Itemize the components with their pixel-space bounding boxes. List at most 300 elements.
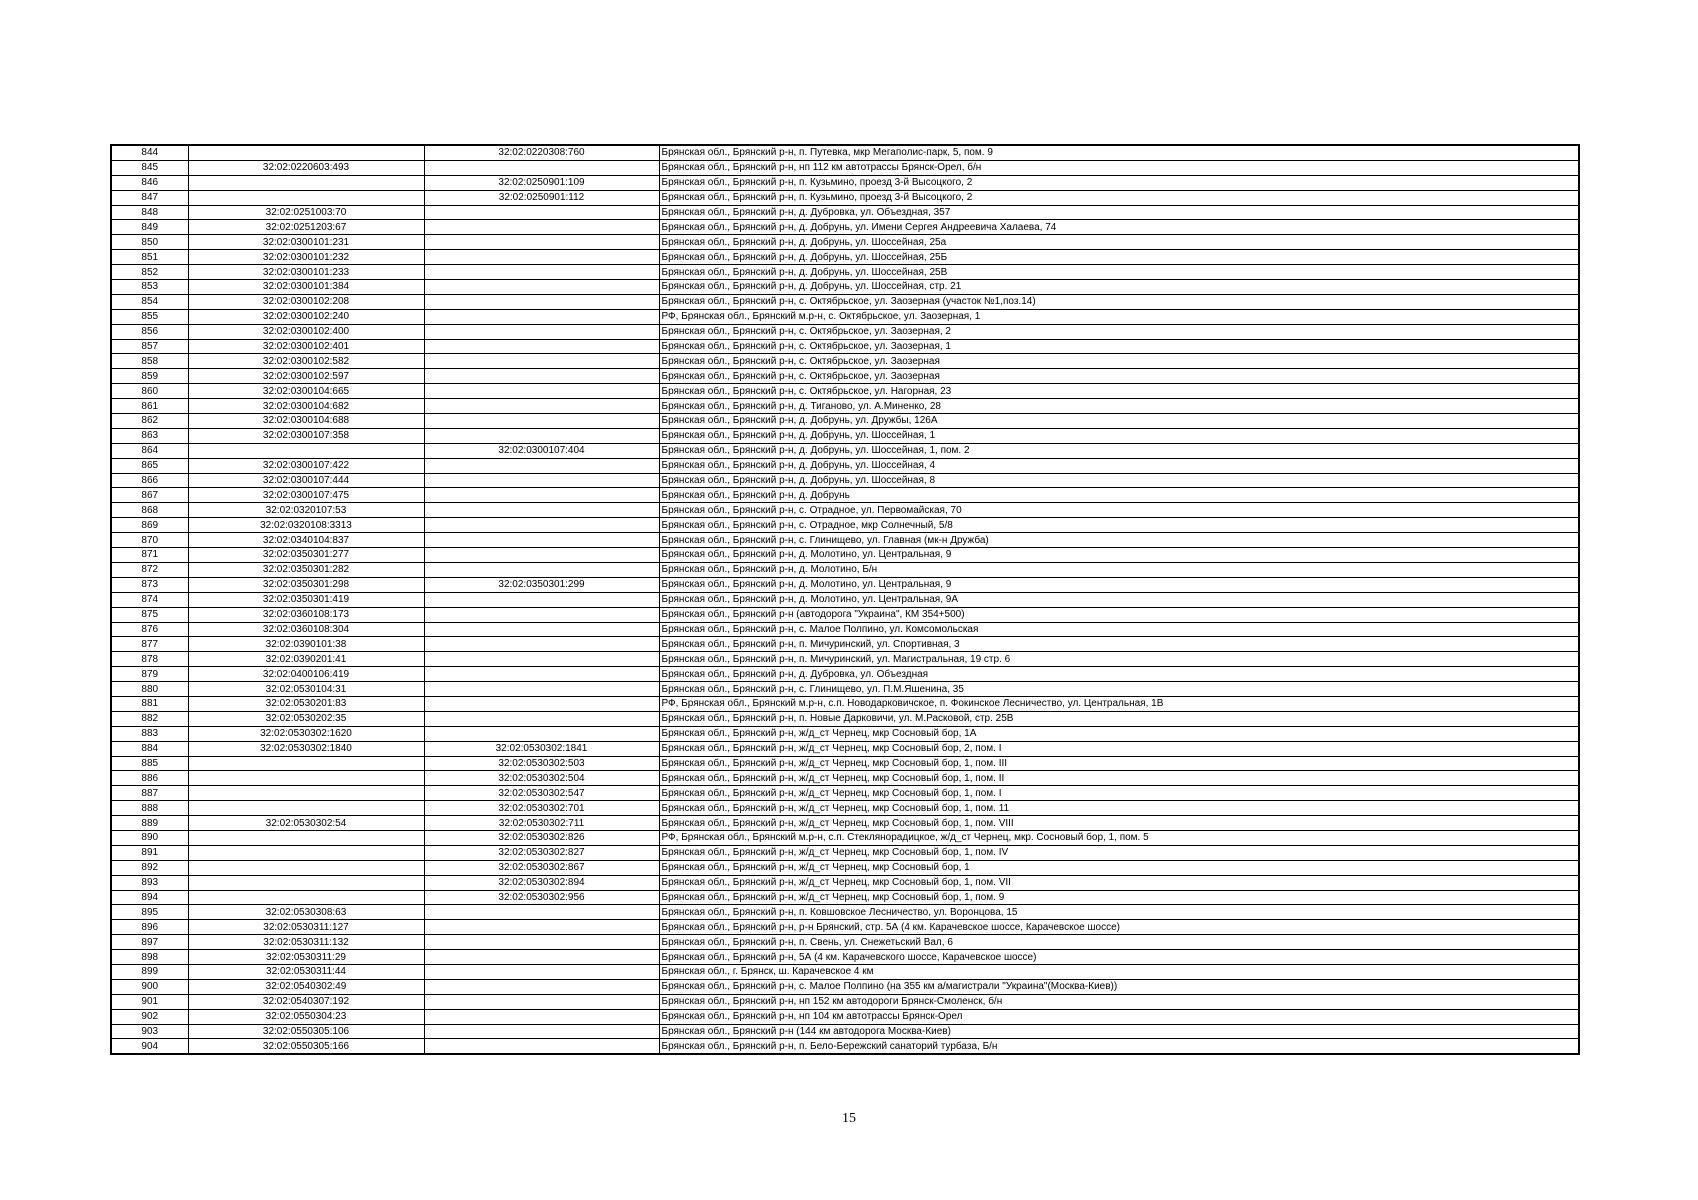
related-cadastral-number-cell: 32:02:0530302:503 bbox=[424, 756, 659, 771]
related-cadastral-number-cell: 32:02:0530302:867 bbox=[424, 860, 659, 875]
row-number-cell: 855 bbox=[111, 309, 188, 324]
table-row bbox=[111, 280, 1579, 295]
address-cell: Брянская обл., Брянский р-н, ж/д_ст Чернец, мкр Сосновый бор, 2, пом. I bbox=[659, 741, 1579, 756]
address-cell: Брянская обл., Брянский р-н, с. Октябрьское, ул. Заозерная, 1 bbox=[659, 339, 1579, 354]
related-cadastral-number-cell bbox=[424, 309, 659, 324]
related-cadastral-number-cell: 32:02:0300107:404 bbox=[424, 443, 659, 458]
cadastral-number-cell: 32:02:0390101:38 bbox=[188, 637, 424, 652]
cadastral-number-cell: 32:02:0300101:233 bbox=[188, 265, 424, 280]
address-cell: РФ, Брянская обл., Брянский м.р-н, с. Октябрьское, ул. Заозерная, 1 bbox=[659, 309, 1579, 324]
table-row bbox=[111, 860, 1579, 875]
table-row bbox=[111, 711, 1579, 726]
address-cell: Брянская обл., Брянский р-н, нп 152 км автодороги Брянск-Смоленск, б/н bbox=[659, 994, 1579, 1009]
related-cadastral-number-cell bbox=[424, 414, 659, 429]
address-cell: Брянская обл., Брянский р-н, ж/д_ст Чернец, мкр Сосновый бор, 1, пом. VII bbox=[659, 875, 1579, 890]
table-row bbox=[111, 354, 1579, 369]
address-cell: Брянская обл., Брянский р-н, с. Малое Полпино (на 355 км а/магистрали "Украина"(Москва-Киев)) bbox=[659, 979, 1579, 994]
table-row bbox=[111, 741, 1579, 756]
cadastral-number-cell bbox=[188, 875, 424, 890]
address-cell: Брянская обл., Брянский р-н, д. Добрунь, ул. Имени Сергея Андреевича Халаева, 74 bbox=[659, 220, 1579, 235]
table-row bbox=[111, 414, 1579, 429]
related-cadastral-number-cell bbox=[424, 265, 659, 280]
related-cadastral-number-cell bbox=[424, 473, 659, 488]
cadastral-number-cell: 32:02:0220603:493 bbox=[188, 160, 424, 175]
row-number-cell: 879 bbox=[111, 667, 188, 682]
cadastral-number-cell bbox=[188, 443, 424, 458]
related-cadastral-number-cell bbox=[424, 1024, 659, 1039]
cadastral-number-cell bbox=[188, 786, 424, 801]
address-cell: Брянская обл., Брянский р-н, ж/д_ст Чернец, мкр Сосновый бор, 1, пом. VIII bbox=[659, 816, 1579, 831]
cadastral-number-cell: 32:02:0540302:49 bbox=[188, 979, 424, 994]
related-cadastral-number-cell bbox=[424, 548, 659, 563]
row-number-cell: 885 bbox=[111, 756, 188, 771]
address-cell: Брянская обл., Брянский р-н, д. Молотино, ул. Центральная, 9 bbox=[659, 548, 1579, 563]
related-cadastral-number-cell bbox=[424, 324, 659, 339]
row-number-cell: 874 bbox=[111, 592, 188, 607]
cadastral-number-cell: 32:02:0360108:173 bbox=[188, 607, 424, 622]
related-cadastral-number-cell bbox=[424, 935, 659, 950]
address-cell: Брянская обл., Брянский р-н, п. Кузьмино, проезд 3-й Высоцкого, 2 bbox=[659, 190, 1579, 205]
row-number-cell: 884 bbox=[111, 741, 188, 756]
related-cadastral-number-cell: 32:02:0350301:299 bbox=[424, 577, 659, 592]
table-row bbox=[111, 548, 1579, 563]
table-row bbox=[111, 488, 1579, 503]
table-row bbox=[111, 339, 1579, 354]
cadastral-number-cell: 32:02:0530104:31 bbox=[188, 682, 424, 697]
related-cadastral-number-cell: 32:02:0530302:504 bbox=[424, 771, 659, 786]
address-cell: Брянская обл., Брянский р-н, д. Дубровка, ул. Объездная bbox=[659, 667, 1579, 682]
table-row bbox=[111, 682, 1579, 697]
row-number-cell: 878 bbox=[111, 652, 188, 667]
table-row bbox=[111, 979, 1579, 994]
table-row bbox=[111, 830, 1579, 845]
address-cell: Брянская обл., Брянский р-н, п. Мичуринский, ул. Магистральная, 19 стр. 6 bbox=[659, 652, 1579, 667]
cadastral-number-cell: 32:02:0350301:419 bbox=[188, 592, 424, 607]
row-number-cell: 869 bbox=[111, 518, 188, 533]
address-cell: Брянская обл., Брянский р-н, д. Молотино, Б/н bbox=[659, 562, 1579, 577]
row-number-cell: 872 bbox=[111, 562, 188, 577]
related-cadastral-number-cell bbox=[424, 562, 659, 577]
related-cadastral-number-cell bbox=[424, 905, 659, 920]
related-cadastral-number-cell bbox=[424, 533, 659, 548]
table-row bbox=[111, 533, 1579, 548]
address-cell: Брянская обл., Брянский р-н, нп 104 км автотрассы Брянск-Орел bbox=[659, 1009, 1579, 1024]
address-cell: Брянская обл., Брянский р-н (автодорога "Украина", КМ 354+500) bbox=[659, 607, 1579, 622]
row-number-cell: 850 bbox=[111, 235, 188, 250]
table-row bbox=[111, 1024, 1579, 1039]
table-row bbox=[111, 145, 1579, 160]
row-number-cell: 849 bbox=[111, 220, 188, 235]
address-cell: Брянская обл., Брянский р-н, п. Мичуринский, ул. Спортивная, 3 bbox=[659, 637, 1579, 652]
row-number-cell: 898 bbox=[111, 950, 188, 965]
cadastral-number-cell: 32:02:0540307:192 bbox=[188, 994, 424, 1009]
related-cadastral-number-cell bbox=[424, 726, 659, 741]
row-number-cell: 891 bbox=[111, 845, 188, 860]
table-row bbox=[111, 801, 1579, 816]
cadastral-number-cell bbox=[188, 771, 424, 786]
row-number-cell: 888 bbox=[111, 801, 188, 816]
address-cell: Брянская обл., Брянский р-н (144 км автодорога Москва-Киев) bbox=[659, 1024, 1579, 1039]
row-number-cell: 851 bbox=[111, 250, 188, 265]
address-cell: Брянская обл., Брянский р-н, ж/д_ст Чернец, мкр Сосновый бор, 1, пом. IV bbox=[659, 845, 1579, 860]
cadastral-number-cell: 32:02:0300102:400 bbox=[188, 324, 424, 339]
row-number-cell: 847 bbox=[111, 190, 188, 205]
table-row bbox=[111, 175, 1579, 190]
cadastral-number-cell: 32:02:0340104:837 bbox=[188, 533, 424, 548]
related-cadastral-number-cell bbox=[424, 682, 659, 697]
table-row bbox=[111, 324, 1579, 339]
row-number-cell: 882 bbox=[111, 711, 188, 726]
table-row bbox=[111, 890, 1579, 905]
row-number-cell: 875 bbox=[111, 607, 188, 622]
cadastral-number-cell: 32:02:0530308:63 bbox=[188, 905, 424, 920]
cadastral-number-cell: 32:02:0320107:53 bbox=[188, 503, 424, 518]
row-number-cell: 852 bbox=[111, 265, 188, 280]
cadastral-number-cell: 32:02:0300107:358 bbox=[188, 428, 424, 443]
row-number-cell: 896 bbox=[111, 920, 188, 935]
cadastral-number-cell bbox=[188, 890, 424, 905]
table-row bbox=[111, 607, 1579, 622]
cadastral-number-cell bbox=[188, 190, 424, 205]
address-cell: Брянская обл., Брянский р-н, д. Тиганово, ул. А.Миненко, 28 bbox=[659, 399, 1579, 414]
row-number-cell: 901 bbox=[111, 994, 188, 1009]
table-row bbox=[111, 443, 1579, 458]
cadastral-number-cell: 32:02:0350301:277 bbox=[188, 548, 424, 563]
related-cadastral-number-cell: 32:02:0530302:894 bbox=[424, 875, 659, 890]
row-number-cell: 902 bbox=[111, 1009, 188, 1024]
table-row bbox=[111, 428, 1579, 443]
row-number-cell: 886 bbox=[111, 771, 188, 786]
address-cell: Брянская обл., Брянский р-н, с. Глинищево, ул. Главная (мк-н Дружба) bbox=[659, 533, 1579, 548]
table-row bbox=[111, 1009, 1579, 1024]
cadastral-number-cell: 32:02:0350301:282 bbox=[188, 562, 424, 577]
table-row bbox=[111, 205, 1579, 220]
table-row bbox=[111, 637, 1579, 652]
row-number-cell: 873 bbox=[111, 577, 188, 592]
cadastral-number-cell bbox=[188, 801, 424, 816]
related-cadastral-number-cell bbox=[424, 220, 659, 235]
row-number-cell: 877 bbox=[111, 637, 188, 652]
related-cadastral-number-cell bbox=[424, 354, 659, 369]
table-row bbox=[111, 190, 1579, 205]
related-cadastral-number-cell bbox=[424, 592, 659, 607]
related-cadastral-number-cell bbox=[424, 964, 659, 979]
row-number-cell: 870 bbox=[111, 533, 188, 548]
row-number-cell: 894 bbox=[111, 890, 188, 905]
cadastral-number-cell: 32:02:0550305:106 bbox=[188, 1024, 424, 1039]
table-row bbox=[111, 220, 1579, 235]
address-cell: Брянская обл., Брянский р-н, с. Малое Полпино, ул. Комсомольская bbox=[659, 622, 1579, 637]
address-cell: Брянская обл., Брянский р-н, с. Октябрьское, ул. Заозерная bbox=[659, 369, 1579, 384]
address-cell: Брянская обл., Брянский р-н, с. Октябрьское, ул. Заозерная (участок №1,поз.14) bbox=[659, 294, 1579, 309]
cadastral-number-cell: 32:02:0400106:419 bbox=[188, 667, 424, 682]
row-number-cell: 867 bbox=[111, 488, 188, 503]
row-number-cell: 865 bbox=[111, 458, 188, 473]
address-cell: Брянская обл., Брянский р-н, д. Молотино, ул. Центральная, 9А bbox=[659, 592, 1579, 607]
table-row bbox=[111, 786, 1579, 801]
row-number-cell: 856 bbox=[111, 324, 188, 339]
row-number-cell: 853 bbox=[111, 280, 188, 295]
address-cell: Брянская обл., Брянский р-н, д. Добрунь, ул. Шоссейная, 1 bbox=[659, 428, 1579, 443]
table-row bbox=[111, 592, 1579, 607]
related-cadastral-number-cell bbox=[424, 1039, 659, 1054]
row-number-cell: 863 bbox=[111, 428, 188, 443]
cadastral-number-cell: 32:02:0300101:384 bbox=[188, 280, 424, 295]
address-cell: Брянская обл., Брянский р-н, д. Добрунь bbox=[659, 488, 1579, 503]
address-cell: Брянская обл., Брянский р-н, д. Добрунь, ул. Шоссейная, 8 bbox=[659, 473, 1579, 488]
cadastral-number-cell: 32:02:0251003:70 bbox=[188, 205, 424, 220]
address-cell: Брянская обл., Брянский р-н, п. Кузьмино, проезд 3-й Высоцкого, 2 bbox=[659, 175, 1579, 190]
row-number-cell: 860 bbox=[111, 384, 188, 399]
row-number-cell: 868 bbox=[111, 503, 188, 518]
row-number-cell: 904 bbox=[111, 1039, 188, 1054]
row-number-cell: 845 bbox=[111, 160, 188, 175]
row-number-cell: 861 bbox=[111, 399, 188, 414]
cadastral-number-cell bbox=[188, 145, 424, 160]
cadastral-number-cell: 32:02:0550305:166 bbox=[188, 1039, 424, 1054]
address-cell: Брянская обл., Брянский р-н, ж/д_ст Чернец, мкр Сосновый бор, 1, пом. 11 bbox=[659, 801, 1579, 816]
related-cadastral-number-cell bbox=[424, 637, 659, 652]
address-cell: Брянская обл., Брянский р-н, ж/д_ст Чернец, мкр Сосновый бор, 1А bbox=[659, 726, 1579, 741]
table-row bbox=[111, 577, 1579, 592]
table-row bbox=[111, 935, 1579, 950]
row-number-cell: 889 bbox=[111, 816, 188, 831]
cadastral-number-cell bbox=[188, 845, 424, 860]
table-row bbox=[111, 920, 1579, 935]
address-cell: Брянская обл., Брянский р-н, с. Октябрьское, ул. Заозерная bbox=[659, 354, 1579, 369]
table-row bbox=[111, 562, 1579, 577]
cadastral-number-cell: 32:02:0300102:401 bbox=[188, 339, 424, 354]
related-cadastral-number-cell bbox=[424, 250, 659, 265]
address-cell: Брянская обл., Брянский р-н, с. Октябрьское, ул. Нагорная, 23 bbox=[659, 384, 1579, 399]
cadastral-number-cell: 32:02:0300101:231 bbox=[188, 235, 424, 250]
related-cadastral-number-cell: 32:02:0250901:112 bbox=[424, 190, 659, 205]
address-cell: Брянская обл., Брянский р-н, с. Отрадное, мкр Солнечный, 5/8 bbox=[659, 518, 1579, 533]
row-number-cell: 887 bbox=[111, 786, 188, 801]
table-row bbox=[111, 369, 1579, 384]
table-row bbox=[111, 950, 1579, 965]
address-cell: РФ, Брянская обл., Брянский м.р-н, с.п. Стеклянорадицкое, ж/д_ст Чернец, мкр. Сосновый бор, 1, пом. 5 bbox=[659, 830, 1579, 845]
row-number-cell: 871 bbox=[111, 548, 188, 563]
table-row bbox=[111, 696, 1579, 711]
cadastral-number-cell bbox=[188, 175, 424, 190]
address-cell: Брянская обл., Брянский р-н, п. Бело-Бережский санаторий турбаза, Б/н bbox=[659, 1039, 1579, 1054]
row-number-cell: 883 bbox=[111, 726, 188, 741]
address-cell: Брянская обл., Брянский р-н, д. Добрунь, ул. Дружбы, 126А bbox=[659, 414, 1579, 429]
cadastral-number-cell: 32:02:0300102:582 bbox=[188, 354, 424, 369]
related-cadastral-number-cell bbox=[424, 399, 659, 414]
table-row bbox=[111, 518, 1579, 533]
cadastral-number-cell: 32:02:0300107:475 bbox=[188, 488, 424, 503]
related-cadastral-number-cell bbox=[424, 1009, 659, 1024]
table-row bbox=[111, 622, 1579, 637]
cadastral-number-cell: 32:02:0300104:682 bbox=[188, 399, 424, 414]
related-cadastral-number-cell bbox=[424, 235, 659, 250]
related-cadastral-number-cell bbox=[424, 503, 659, 518]
address-cell: Брянская обл., Брянский р-н, д. Добрунь, ул. Шоссейная, 25Б bbox=[659, 250, 1579, 265]
related-cadastral-number-cell bbox=[424, 667, 659, 682]
related-cadastral-number-cell: 32:02:0220308:760 bbox=[424, 145, 659, 160]
table-row bbox=[111, 964, 1579, 979]
cadastral-number-cell: 32:02:0530202:35 bbox=[188, 711, 424, 726]
cadastral-number-cell: 32:02:0300101:232 bbox=[188, 250, 424, 265]
address-cell: Брянская обл., Брянский р-н, ж/д_ст Чернец, мкр Сосновый бор, 1, пом. I bbox=[659, 786, 1579, 801]
address-cell: Брянская обл., Брянский р-н, п. Путевка, мкр Мегаполис-парк, 5, пом. 9 bbox=[659, 145, 1579, 160]
address-cell: Брянская обл., Брянский р-н, п. Новые Дарковичи, ул. М.Расковой, стр. 25В bbox=[659, 711, 1579, 726]
related-cadastral-number-cell bbox=[424, 488, 659, 503]
related-cadastral-number-cell bbox=[424, 607, 659, 622]
address-cell: Брянская обл., Брянский р-н, п. Ковшовское Лесничество, ул. Воронцова, 15 bbox=[659, 905, 1579, 920]
related-cadastral-number-cell: 32:02:0530302:547 bbox=[424, 786, 659, 801]
cadastral-number-cell: 32:02:0530311:127 bbox=[188, 920, 424, 935]
cadastral-number-cell: 32:02:0530302:54 bbox=[188, 816, 424, 831]
table-row bbox=[111, 652, 1579, 667]
table-row bbox=[111, 756, 1579, 771]
related-cadastral-number-cell: 32:02:0530302:827 bbox=[424, 845, 659, 860]
row-number-cell: 844 bbox=[111, 145, 188, 160]
cadastral-number-cell: 32:02:0390201:41 bbox=[188, 652, 424, 667]
address-cell: Брянская обл., г. Брянск, ш. Карачевское 4 км bbox=[659, 964, 1579, 979]
table-row bbox=[111, 1039, 1579, 1054]
cadastral-number-cell: 32:02:0530302:1620 bbox=[188, 726, 424, 741]
cadastral-number-cell: 32:02:0530302:1840 bbox=[188, 741, 424, 756]
related-cadastral-number-cell: 32:02:0250901:109 bbox=[424, 175, 659, 190]
related-cadastral-number-cell bbox=[424, 518, 659, 533]
address-cell: Брянская обл., Брянский р-н, д. Добрунь, ул. Шоссейная, 25В bbox=[659, 265, 1579, 280]
cadastral-number-cell: 32:02:0320108:3313 bbox=[188, 518, 424, 533]
address-cell: Брянская обл., Брянский р-н, п. Свень, ул. Снежетьский Вал, 6 bbox=[659, 935, 1579, 950]
table-row bbox=[111, 667, 1579, 682]
related-cadastral-number-cell bbox=[424, 339, 659, 354]
table-row bbox=[111, 994, 1579, 1009]
page-number: 15 bbox=[842, 1111, 856, 1126]
related-cadastral-number-cell bbox=[424, 622, 659, 637]
table-row bbox=[111, 726, 1579, 741]
cadastral-number-cell: 32:02:0530201:83 bbox=[188, 696, 424, 711]
address-cell: Брянская обл., Брянский р-н, 5А (4 км. Карачевского шоссе, Карачевское шоссе) bbox=[659, 950, 1579, 965]
property-table-body bbox=[111, 145, 1579, 1054]
related-cadastral-number-cell: 32:02:0530302:826 bbox=[424, 830, 659, 845]
related-cadastral-number-cell bbox=[424, 994, 659, 1009]
cadastral-number-cell: 32:02:0300104:665 bbox=[188, 384, 424, 399]
row-number-cell: 846 bbox=[111, 175, 188, 190]
property-table bbox=[110, 144, 1580, 1055]
table-row bbox=[111, 503, 1579, 518]
address-cell: Брянская обл., Брянский р-н, нп 112 км автотрассы Брянск-Орел, б/н bbox=[659, 160, 1579, 175]
related-cadastral-number-cell: 32:02:0530302:711 bbox=[424, 816, 659, 831]
cadastral-number-cell: 32:02:0300102:240 bbox=[188, 309, 424, 324]
row-number-cell: 897 bbox=[111, 935, 188, 950]
address-cell: Брянская обл., Брянский р-н, д. Дубровка, ул. Объездная, 357 bbox=[659, 205, 1579, 220]
related-cadastral-number-cell bbox=[424, 696, 659, 711]
address-cell: Брянская обл., Брянский р-н, д. Добрунь, ул. Шоссейная, 1, пом. 2 bbox=[659, 443, 1579, 458]
related-cadastral-number-cell: 32:02:0530302:956 bbox=[424, 890, 659, 905]
row-number-cell: 864 bbox=[111, 443, 188, 458]
address-cell: Брянская обл., Брянский р-н, ж/д_ст Чернец, мкр Сосновый бор, 1, пом. 9 bbox=[659, 890, 1579, 905]
cadastral-number-cell: 32:02:0251203:67 bbox=[188, 220, 424, 235]
cadastral-number-cell: 32:02:0530311:44 bbox=[188, 964, 424, 979]
related-cadastral-number-cell bbox=[424, 711, 659, 726]
related-cadastral-number-cell bbox=[424, 652, 659, 667]
address-cell: Брянская обл., Брянский р-н, д. Добрунь, ул. Шоссейная, 25а bbox=[659, 235, 1579, 250]
row-number-cell: 895 bbox=[111, 905, 188, 920]
row-number-cell: 848 bbox=[111, 205, 188, 220]
address-cell: Брянская обл., Брянский р-н, с. Отрадное, ул. Первомайская, 70 bbox=[659, 503, 1579, 518]
table-row bbox=[111, 265, 1579, 280]
cadastral-number-cell: 32:02:0550304:23 bbox=[188, 1009, 424, 1024]
cadastral-number-cell: 32:02:0300107:444 bbox=[188, 473, 424, 488]
related-cadastral-number-cell bbox=[424, 920, 659, 935]
cadastral-number-cell bbox=[188, 860, 424, 875]
row-number-cell: 862 bbox=[111, 414, 188, 429]
related-cadastral-number-cell bbox=[424, 950, 659, 965]
related-cadastral-number-cell bbox=[424, 280, 659, 295]
row-number-cell: 892 bbox=[111, 860, 188, 875]
cadastral-number-cell bbox=[188, 756, 424, 771]
cadastral-number-cell: 32:02:0350301:298 bbox=[188, 577, 424, 592]
table-row bbox=[111, 294, 1579, 309]
row-number-cell: 881 bbox=[111, 696, 188, 711]
related-cadastral-number-cell bbox=[424, 205, 659, 220]
row-number-cell: 903 bbox=[111, 1024, 188, 1039]
address-cell: Брянская обл., Брянский р-н, ж/д_ст Чернец, мкр Сосновый бор, 1 bbox=[659, 860, 1579, 875]
table-row bbox=[111, 250, 1579, 265]
cadastral-number-cell: 32:02:0360108:304 bbox=[188, 622, 424, 637]
address-cell: Брянская обл., Брянский р-н, ж/д_ст Чернец, мкр Сосновый бор, 1, пом. II bbox=[659, 771, 1579, 786]
cadastral-number-cell: 32:02:0300102:208 bbox=[188, 294, 424, 309]
table-row bbox=[111, 771, 1579, 786]
table-row bbox=[111, 458, 1579, 473]
address-cell: Брянская обл., Брянский р-н, с. Глинищево, ул. П.М.Яшенина, 35 bbox=[659, 682, 1579, 697]
table-row bbox=[111, 235, 1579, 250]
related-cadastral-number-cell bbox=[424, 160, 659, 175]
table-row bbox=[111, 384, 1579, 399]
table-row bbox=[111, 816, 1579, 831]
row-number-cell: 859 bbox=[111, 369, 188, 384]
cadastral-number-cell: 32:02:0300104:688 bbox=[188, 414, 424, 429]
row-number-cell: 854 bbox=[111, 294, 188, 309]
cadastral-number-cell: 32:02:0300102:597 bbox=[188, 369, 424, 384]
related-cadastral-number-cell bbox=[424, 458, 659, 473]
address-cell: Брянская обл., Брянский р-н, с. Октябрьское, ул. Заозерная, 2 bbox=[659, 324, 1579, 339]
related-cadastral-number-cell bbox=[424, 294, 659, 309]
related-cadastral-number-cell bbox=[424, 384, 659, 399]
table-row bbox=[111, 309, 1579, 324]
related-cadastral-number-cell: 32:02:0530302:1841 bbox=[424, 741, 659, 756]
row-number-cell: 858 bbox=[111, 354, 188, 369]
row-number-cell: 857 bbox=[111, 339, 188, 354]
address-cell: РФ, Брянская обл., Брянский м.р-н, с.п. Новодарковичское, п. Фокинское Лесничество, ул. Центральная, 1В bbox=[659, 696, 1579, 711]
row-number-cell: 900 bbox=[111, 979, 188, 994]
related-cadastral-number-cell bbox=[424, 369, 659, 384]
table-row bbox=[111, 160, 1579, 175]
related-cadastral-number-cell bbox=[424, 428, 659, 443]
row-number-cell: 890 bbox=[111, 830, 188, 845]
cadastral-number-cell: 32:02:0300107:422 bbox=[188, 458, 424, 473]
table-row bbox=[111, 905, 1579, 920]
address-cell: Брянская обл., Брянский р-н, д. Молотино, ул. Центральная, 9 bbox=[659, 577, 1579, 592]
row-number-cell: 893 bbox=[111, 875, 188, 890]
related-cadastral-number-cell bbox=[424, 979, 659, 994]
table-row bbox=[111, 845, 1579, 860]
row-number-cell: 866 bbox=[111, 473, 188, 488]
address-cell: Брянская обл., Брянский р-н, д. Добрунь, ул. Шоссейная, стр. 21 bbox=[659, 280, 1579, 295]
cadastral-number-cell: 32:02:0530311:132 bbox=[188, 935, 424, 950]
address-cell: Брянская обл., Брянский р-н, р-н Брянский, стр. 5А (4 км. Карачевское шоссе, Карачевское шоссе) bbox=[659, 920, 1579, 935]
cadastral-number-cell: 32:02:0530311:29 bbox=[188, 950, 424, 965]
row-number-cell: 899 bbox=[111, 964, 188, 979]
table-row bbox=[111, 875, 1579, 890]
